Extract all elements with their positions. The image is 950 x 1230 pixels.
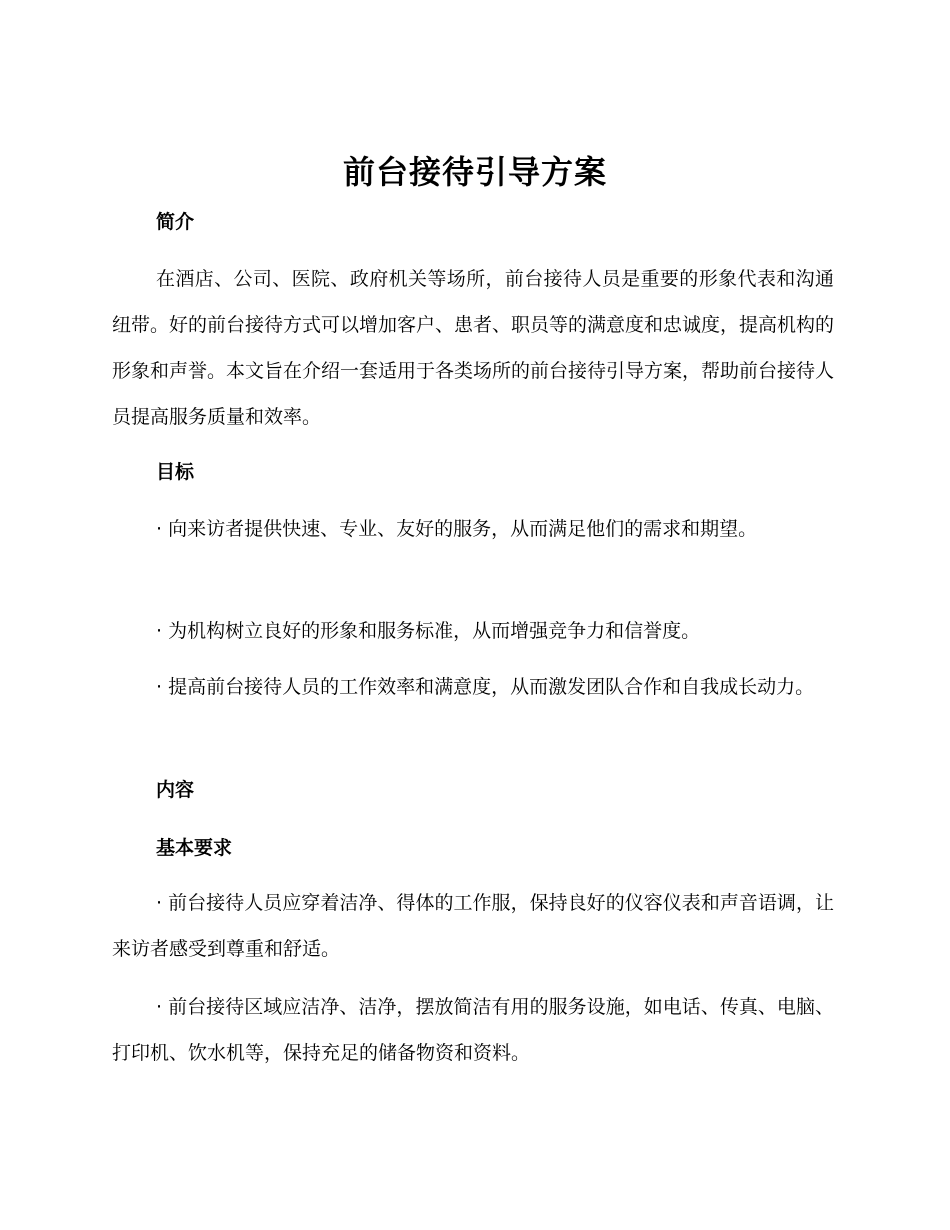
document-title: 前台接待引导方案 xyxy=(342,153,607,191)
goal-item: · 向来访者提供快速、专业、友好的服务，从而满足他们的需求和期望。 xyxy=(156,518,758,540)
section-heading-intro: 简介 xyxy=(156,211,195,233)
basic-requirement-item: · 前台接待人员应穿着洁净、得体的工作服，保持良好的仪容仪表和声音语调，让来访者感受到尊重和舒适。 xyxy=(112,892,834,960)
subsection-heading-basic: 基本要求 xyxy=(156,837,233,859)
section-heading-goals: 目标 xyxy=(156,461,195,483)
goal-item: · 为机构树立良好的形象和服务标准，从而增强竞争力和信誉度。 xyxy=(156,620,701,642)
goal-item: · 提高前台接待人员的工作效率和满意度，从而激发团队合作和自我成长动力。 xyxy=(156,676,815,698)
intro-paragraph: 在酒店、公司、医院、政府机关等场所，前台接待人员是重要的形象代表和沟通纽带。好的前台接待方式可以增加客户、患者、职员等的满意度和忠诚度，提高机构的形象和声誉。本文旨在介绍一套适用于各类场所的前台接待引导方案，帮助前台接待人员提高服务质量和效率。 xyxy=(112,268,835,428)
section-heading-content: 内容 xyxy=(156,779,195,801)
basic-requirement-item: · 前台接待区域应洁净、洁净，摆放简洁有用的服务设施，如电话、传真、电脑、打印机、饮水机等，保持充足的储备物资和资料。 xyxy=(112,996,834,1064)
